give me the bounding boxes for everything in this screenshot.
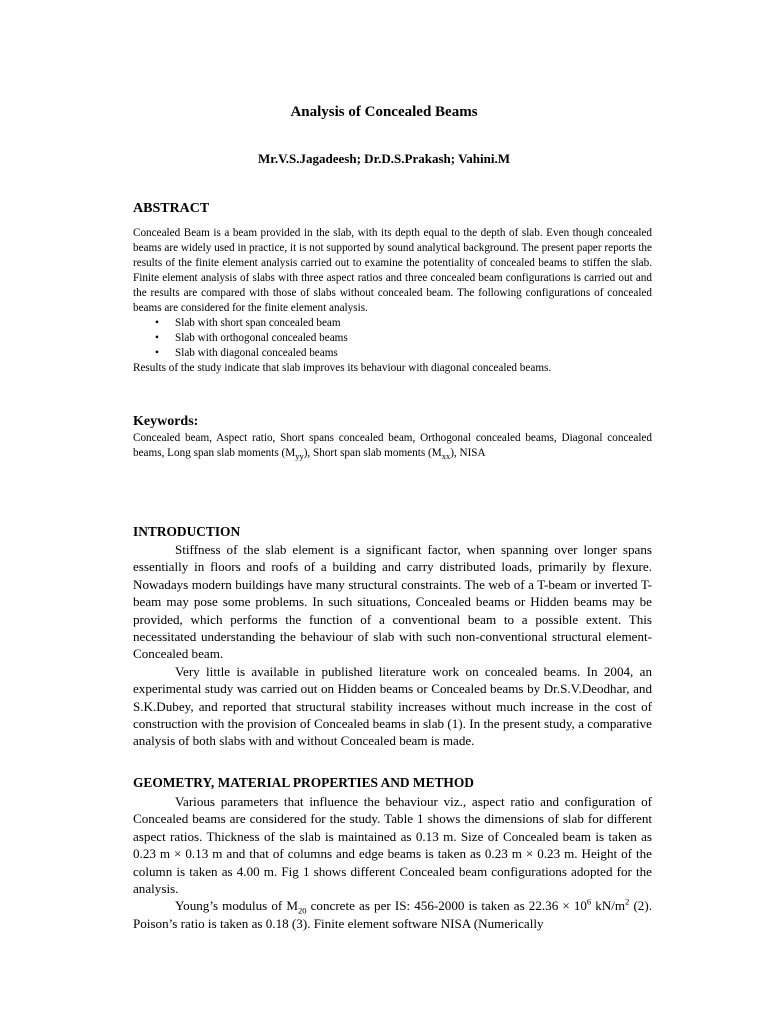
- introduction-heading: INTRODUCTION: [133, 524, 241, 539]
- geometry-text: Young’s modulus of M: [175, 898, 299, 914]
- abstract-heading: ABSTRACT: [133, 201, 210, 216]
- geometry-paragraph: [133, 897, 652, 932]
- geometry-heading: GEOMETRY, MATERIAL PROPERTIES AND METHOD: [133, 775, 474, 790]
- config-list: [133, 316, 652, 361]
- superscript: 2: [625, 897, 630, 908]
- paper-title: Analysis of Concealed Beams: [290, 104, 478, 120]
- keywords-heading: Keywords:: [133, 414, 199, 429]
- geometry-section: [133, 793, 652, 932]
- abstract-text: Concealed Beam is a beam provided in the slab, with its depth equal to the depth of slab. Even though concealed beams are widely used in practice, it is not supported by sound analytical background. The present paper reports the results of the finite element analysis carried out to examine the potentiality of concealed beams to stiffen the slab. Finite element analysis of slabs with three aspect ratios and three concealed beam configurations is carried out and the results are compared with those of slabs without concealed beam. The following configurations of concealed beams are considered for the finite element analysis.: [133, 227, 652, 314]
- list-item-text: Slab with diagonal concealed beams: [175, 347, 338, 359]
- abstract-conclusion: Results of the study indicate that slab improves its behaviour with diagonal concealed beams.: [133, 362, 552, 374]
- superscript: 6: [586, 897, 592, 908]
- list-item-text: Slab with orthogonal concealed beams: [175, 332, 348, 344]
- paper-authors: Mr.V.S.Jagadeesh; Dr.D.S.Prakash; Vahini.M: [258, 151, 510, 166]
- geometry-text: (2). Poison’s ratio is taken as 0.18 (3). Finite element software NISA (Numerically: [133, 898, 652, 931]
- keywords-text: [133, 431, 652, 461]
- bullet-icon: •: [155, 347, 159, 359]
- bullet-icon: •: [155, 332, 159, 344]
- keywords-part: ), NISA: [450, 447, 486, 459]
- bullet-icon: •: [155, 317, 159, 329]
- keywords-part: Concealed beam, Aspect ratio, Short spans concealed beam, Orthogonal concealed beams, Diagonal concealed beams, Long span slab moments (M: [133, 432, 652, 459]
- intro-paragraph: Stiffness of the slab element is a significant factor, when spanning over longer spans essentially in floors and roofs of a building and carry distributed loads, primarily by flexure. Nowadays modern buildings have many structural constraints. The web of a T-beam or inverted T-beam may pose some problems. In such situations, Concealed beams or Hidden beams may be provided, which performs the function of a conventional beam to a possible extent. This necessitated understanding the behaviour of slab with such non-conventional structural element-Concealed beam.: [133, 542, 652, 662]
- list-item: [149, 331, 652, 346]
- subscript: 20: [298, 906, 307, 917]
- subscript: yy: [295, 451, 304, 462]
- geometry-text: concrete as per IS: 456-2000 is taken as 22.36 × 10: [306, 898, 587, 914]
- list-item: [149, 346, 652, 361]
- geometry-text: kN/m: [591, 898, 626, 914]
- subscript: xx: [441, 451, 451, 462]
- introduction-section: [133, 541, 652, 750]
- list-item: [149, 316, 652, 331]
- abstract-section: [133, 226, 652, 376]
- geometry-paragraph: Various parameters that influence the behaviour viz., aspect ratio and configuration of Concealed beams are considered for the study. Table 1 shows the dimensions of slab for different aspect ratios. Thickness of the slab is maintained as 0.13 m. Size of Concealed beam is taken as 0.23 m × 0.13 m and that of columns and edge beams is taken as 0.23 m × 0.23 m. Height of the column is taken as 4.00 m. Fig 1 shows different Concealed beam configurations adopted for the analysis.: [133, 794, 652, 897]
- intro-paragraph: Very little is available in published literature work on concealed beams. In 2004, an experimental study was carried out on Hidden beams or Concealed beams by Dr.S.V.Deodhar, and S.K.Dubey, and reported that structural stability increases without much increase in the cost of construction with the provision of Concealed beams in slab (1). In the present study, a comparative analysis of both slabs with and without Concealed beam is made.: [133, 663, 652, 749]
- keywords-part: ), Short span slab moments (M: [303, 447, 442, 459]
- list-item-text: Slab with short span concealed beam: [175, 317, 341, 329]
